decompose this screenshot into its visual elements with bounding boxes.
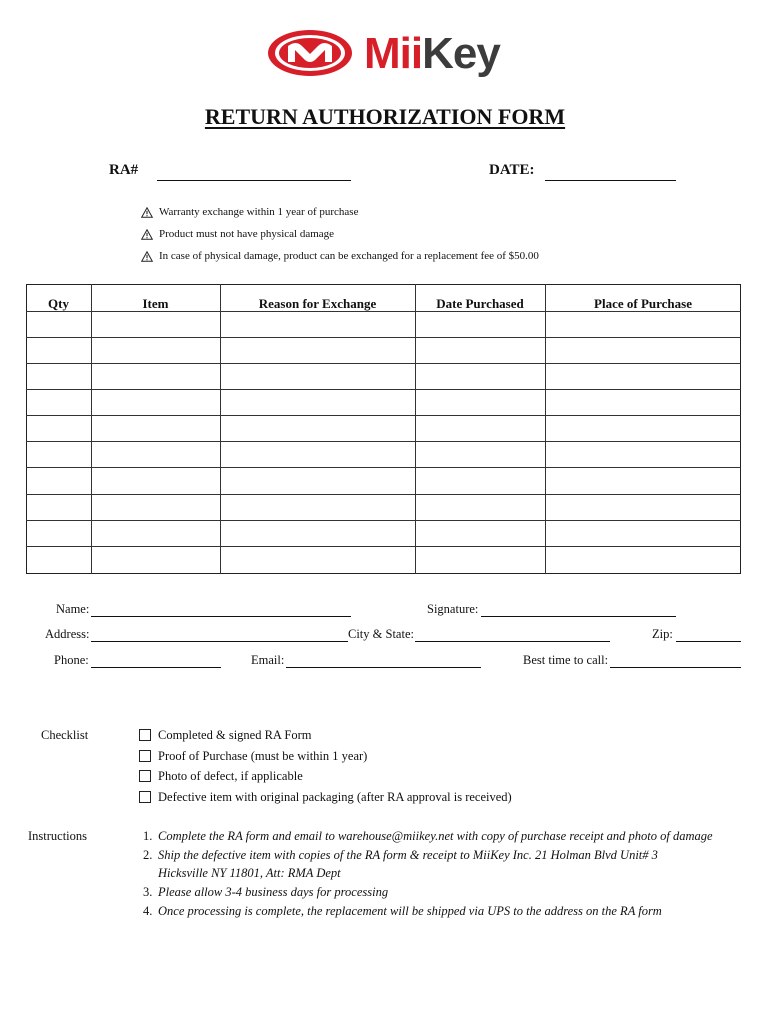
note-warranty [141,206,358,218]
checklist-item: Completed & signed RA Form [158,728,312,742]
zip-field[interactable] [676,641,741,642]
checkbox-signed-form[interactable] [139,729,151,741]
brand-mii: Mii [364,29,423,78]
warning-icon [141,229,153,240]
address-label: Address: [45,627,90,641]
table-row[interactable] [26,311,741,312]
city-state-label: City & State: [348,627,414,641]
miikey-logo [266,26,506,82]
checklist-label: Checklist [41,728,89,742]
phone-label: Phone: [54,653,89,667]
checkbox-proof-of-purchase[interactable] [139,750,151,762]
form-title: RETURN AUTHORIZATION FORM [204,104,566,129]
date-field[interactable] [545,180,676,181]
instruction-item: Ship the defective item with copies of the RA form & receipt to MiiKey Inc. 21 Holman Blvd Unit# 3 [158,848,658,862]
ra-label: RA# [109,162,139,178]
column-header-item: Item [142,296,169,311]
signature-label: Signature: [427,602,479,616]
note-text: Product must not have physical damage [159,228,335,240]
instruction-number: 3. [143,885,153,899]
checkbox-original-packaging[interactable] [139,791,151,803]
warning-icon [141,251,153,262]
instruction-number: 4. [143,904,153,918]
column-header-qty: Qty [48,296,69,311]
brand-wordmark [364,30,500,78]
table-divider [415,284,416,574]
instruction-number: 1. [143,829,153,843]
table-row[interactable] [26,363,741,364]
zip-label: Zip: [652,627,673,641]
column-header-date-purchased: Date Purchased [436,296,524,311]
instruction-item: Complete the RA form and email to warehouse@miikey.net with copy of purchase receipt and photo of damage [158,829,713,843]
table-row[interactable] [26,441,741,442]
checklist-item: Photo of defect, if applicable [158,769,303,783]
note-fee [141,250,539,262]
table-divider [91,284,92,574]
column-header-reason: Reason for Exchange [258,296,377,311]
instructions-label: Instructions [28,829,88,843]
table-row[interactable] [26,520,741,521]
exchange-items-table [26,284,741,574]
instruction-item: Once processing is complete, the replacement will be shipped via UPS to the address on the RA form [158,904,662,918]
city-state-field[interactable] [415,641,610,642]
address-field[interactable] [91,641,348,642]
brand-key: Key [422,29,500,78]
signature-field[interactable] [481,616,676,617]
miikey-logo-mark-icon [266,28,354,78]
note-text: In case of physical damage, product can be exchanged for a replacement fee of $50.00 [159,250,539,262]
table-row[interactable] [26,467,741,468]
best-time-field[interactable] [610,667,741,668]
table-row[interactable] [26,337,741,338]
instruction-number: 2. [143,848,153,862]
email-label: Email: [251,653,285,667]
checkbox-photo-of-defect[interactable] [139,770,151,782]
name-field[interactable] [91,616,351,617]
checklist-item: Defective item with original packaging (after RA approval is received) [158,790,512,804]
ra-number-field[interactable] [157,180,351,181]
table-row[interactable] [26,494,741,495]
column-header-place-of-purchase: Place of Purchase [594,296,692,311]
instruction-item: Please allow 3-4 business days for processing [158,885,389,899]
best-time-label: Best time to call: [523,653,609,667]
table-divider [545,284,546,574]
note-damage [141,228,334,240]
note-text: Warranty exchange within 1 year of purchase [159,206,359,218]
instruction-item-continued: Hicksville NY 11801, Att: RMA Dept [158,866,341,880]
table-divider [220,284,221,574]
name-label: Name: [56,602,90,616]
checklist-item: Proof of Purchase (must be within 1 year) [158,749,368,763]
table-row[interactable] [26,546,741,547]
date-label: DATE: [489,162,535,178]
phone-field[interactable] [91,667,221,668]
email-field[interactable] [286,667,481,668]
table-row[interactable] [26,415,741,416]
table-row[interactable] [26,389,741,390]
warning-icon [141,207,153,218]
